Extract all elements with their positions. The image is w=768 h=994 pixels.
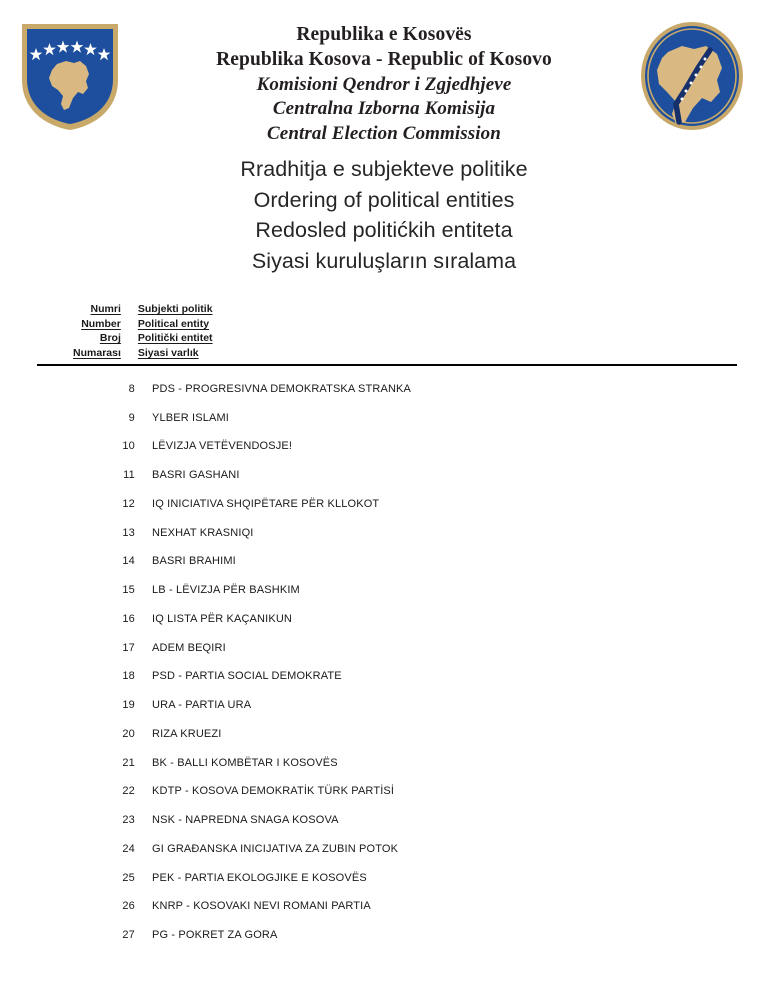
row-number: 12 [122, 497, 135, 510]
table-row [37, 461, 737, 490]
table-row [37, 835, 737, 864]
table-row [37, 605, 737, 634]
page-title [0, 154, 768, 276]
header-line-5: Central Election Commission [267, 123, 501, 145]
row-entity-name: PG - POKRET ZA GORA [152, 929, 278, 942]
table-row [37, 749, 737, 778]
row-entity-name: GI GRAĐANSKA INICIJATIVA ZA ZUBIN POTOK [152, 842, 399, 855]
row-number: 25 [122, 871, 135, 884]
table-body [37, 375, 737, 950]
row-number: 24 [122, 842, 135, 855]
row-entity-name: IQ LISTA PËR KAÇANIKUN [152, 612, 293, 625]
row-number: 23 [122, 814, 135, 827]
page-title-line-en: Ordering of political entities [253, 187, 515, 212]
table-row [37, 404, 737, 433]
row-number: 26 [122, 900, 135, 913]
column-header-number-tr: Numarası [73, 347, 121, 360]
table-row [37, 547, 737, 576]
column-header-entity-sq: Subjekti politik [137, 303, 213, 316]
table-row [37, 806, 737, 835]
row-number: 8 [128, 382, 135, 395]
row-number: 10 [122, 440, 135, 453]
row-entity-name: BASRI BRAHIMI [152, 555, 236, 568]
row-number: 17 [122, 641, 135, 654]
table-row [37, 490, 737, 519]
document-masthead [0, 0, 768, 145]
row-entity-name: ADEM BEQIRI [152, 641, 226, 654]
header-line-4: Centralna Izborna Komisija [272, 98, 496, 120]
table-row [37, 777, 737, 806]
row-entity-name: NSK - NAPREDNA SNAGA KOSOVA [152, 814, 339, 827]
row-entity-name: BK - BALLI KOMBËTAR I KOSOVËS [152, 756, 338, 769]
column-header-entity-en: Political entity [137, 317, 210, 330]
row-entity-name: KNRP - KOSOVAKI NEVI ROMANI PARTIA [152, 900, 371, 913]
header-line-2: Republika Kosova - Republic of Kosovo [216, 49, 552, 71]
column-header-entity-sr: Politički entitet [137, 332, 213, 345]
row-number: 15 [122, 584, 135, 597]
table-row [37, 576, 737, 605]
row-entity-name: PDS - PROGRESIVNA DEMOKRATSKA STRANKA [152, 382, 412, 395]
row-entity-name: PSD - PARTIA SOCIAL DEMOKRATE [152, 670, 342, 683]
row-number: 21 [122, 756, 135, 769]
row-number: 9 [128, 411, 135, 424]
row-entity-name: IQ INICIATIVA SHQIPËTARE PËR KLLOKOT [152, 497, 380, 510]
row-entity-name: KDTP - KOSOVA DEMOKRATİK TÜRK PARTİSİ [152, 785, 395, 798]
table-row [37, 921, 737, 950]
table-header-divider [37, 364, 737, 366]
table-row [37, 634, 737, 663]
row-number: 18 [122, 670, 135, 683]
column-header-number-sq: Numri [90, 303, 121, 316]
row-number: 13 [122, 526, 135, 539]
column-header-number-en: Number [81, 317, 121, 330]
column-header-number-sr: Broj [99, 332, 121, 345]
row-entity-name: RIZA KRUEZI [152, 727, 222, 740]
table-row [37, 432, 737, 461]
table-row [37, 864, 737, 893]
table-row [37, 662, 737, 691]
page-title-line-sq: Rradhitja e subjekteve politike [240, 157, 528, 181]
column-header-number [37, 302, 121, 361]
central-election-commission-logo-icon [638, 18, 746, 134]
row-entity-name: LB - LËVIZJA PËR BASHKIM [152, 584, 300, 597]
row-number: 11 [123, 469, 135, 482]
column-header-entity [121, 302, 737, 361]
row-entity-name: BASRI GASHANI [152, 469, 240, 482]
header-line-1: Republika e Kosovës [296, 24, 472, 45]
row-number: 27 [122, 929, 135, 942]
column-header-entity-tr: Siyasi varlık [137, 347, 199, 360]
page-title-line-sr: Redosled politićkih entiteta [255, 218, 513, 243]
row-number: 22 [122, 785, 135, 798]
row-number: 20 [122, 727, 135, 740]
table-row [37, 375, 737, 404]
table-row [37, 720, 737, 749]
table-column-headers [37, 302, 737, 361]
table-row [37, 519, 737, 548]
political-entities-table [0, 302, 768, 950]
header-line-3: Komisioni Qendror i Zgjedhjeve [256, 73, 512, 95]
table-row [37, 691, 737, 720]
row-entity-name: YLBER ISLAMI [152, 411, 229, 424]
row-number: 19 [122, 699, 135, 712]
page-title-line-tr: Siyasi kuruluşların sıralama [251, 248, 517, 273]
row-entity-name: NEXHAT KRASNIQI [152, 526, 254, 539]
row-number: 14 [122, 555, 135, 568]
row-entity-name: PEK - PARTIA EKOLOGJIKE E KOSOVËS [152, 871, 367, 884]
table-row [37, 892, 737, 921]
row-entity-name: LËVIZJA VETËVENDOSJE! [152, 440, 293, 453]
row-number: 16 [122, 612, 135, 625]
row-entity-name: URA - PARTIA URA [152, 699, 252, 712]
